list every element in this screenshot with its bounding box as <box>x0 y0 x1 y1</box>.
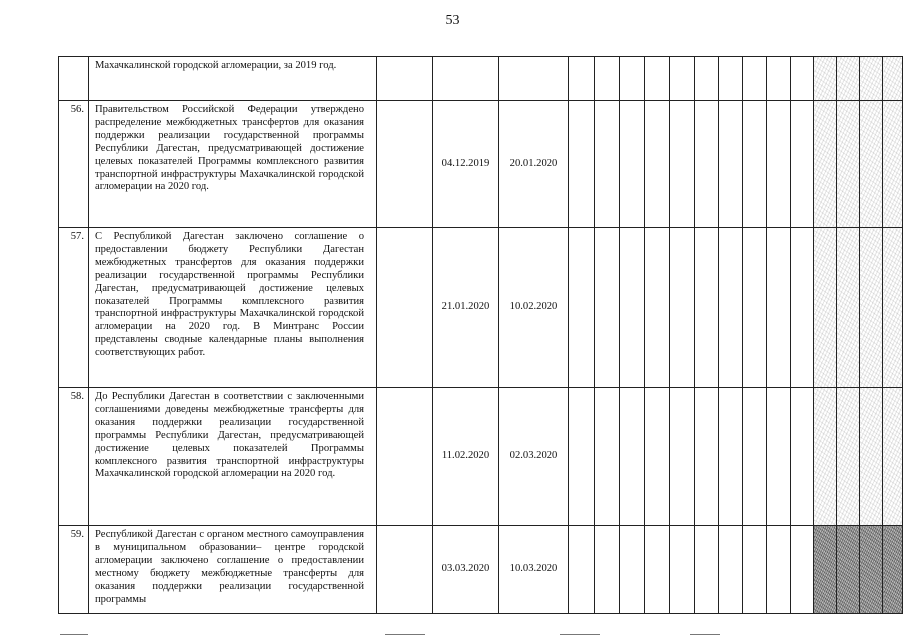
end-date: 10.02.2020 <box>499 228 569 388</box>
table-row <box>59 388 903 526</box>
end-date: 20.01.2020 <box>499 101 569 228</box>
shaded-cell <box>814 101 837 228</box>
row-number: 57. <box>59 228 89 388</box>
row-number <box>59 57 89 101</box>
table-row <box>59 526 903 614</box>
scan-bottom-edge <box>0 634 905 636</box>
start-date: 04.12.2019 <box>433 101 499 228</box>
end-date: 02.03.2020 <box>499 388 569 526</box>
table-row <box>59 101 903 228</box>
table-row <box>59 57 903 101</box>
shaded-cell <box>814 228 837 388</box>
shaded-cell <box>837 526 860 614</box>
row-description: С Республикой Дагестан заключено соглашение о предоставлении бюджету Республики Дагестан межбюджетных трансфертов для оказания поддержки реализации государственной программы Республики Дагестан, предусматривающей достижение целевых показателей Программы комплексного развития транспортной инфраструктуры Махачкалинской городской агломерации на 2020 год. В Минтранс России представлены сводные календарные планы выполнения соответствующих работ. <box>89 228 377 388</box>
shaded-cell <box>883 526 903 614</box>
shaded-cell <box>814 57 837 101</box>
page-number: 53 <box>445 13 460 28</box>
shaded-cell <box>837 388 860 526</box>
start-date: 21.01.2020 <box>433 228 499 388</box>
row-description: Правительством Российской Федерации утверждено распределение межбюджетных трансфертов для оказания поддержки реализации государственной программы Республики Дагестан, предусматривающей достижение целевых показателей Программы комплексного развития транспортной инфраструктуры Махачкалинской городской агломерации на 2020 год. <box>89 101 377 228</box>
row-description: Республикой Дагестан с органом местного самоуправления в муниципальном образовании– центре городской агломерации заключено соглашение о предоставлении местному бюджету межбюджетные трансферты для оказания поддержки реализации государственной программы <box>89 526 377 614</box>
shaded-cell <box>883 101 903 228</box>
end-date: 10.03.2020 <box>499 526 569 614</box>
shaded-cell <box>860 228 883 388</box>
shaded-cell <box>860 101 883 228</box>
shaded-cell <box>860 526 883 614</box>
end-date <box>499 57 569 101</box>
table-row <box>59 228 903 388</box>
start-date: 11.02.2020 <box>433 388 499 526</box>
shaded-cell <box>883 388 903 526</box>
start-date: 03.03.2020 <box>433 526 499 614</box>
row-description: Махачкалинской городской агломерации, за 2019 год. <box>89 57 377 101</box>
shaded-cell <box>837 57 860 101</box>
row-number: 56. <box>59 101 89 228</box>
shaded-cell <box>837 101 860 228</box>
row-number: 59. <box>59 526 89 614</box>
row-description: До Республики Дагестан в соответствии с заключенными соглашениями доведены межбюджетные трансферты для оказания поддержки реализации государственной программы Республики Дагестан, предусматривающей достижение целевых показателей Программы комплексного развития транспортной инфраструктуры Махачкалинской городской агломерации на 2020 год. <box>89 388 377 526</box>
row-number: 58. <box>59 388 89 526</box>
shaded-cell <box>814 526 837 614</box>
activity-table <box>58 56 903 614</box>
shaded-cell <box>837 228 860 388</box>
shaded-cell <box>814 388 837 526</box>
shaded-cell <box>860 57 883 101</box>
shaded-cell <box>883 228 903 388</box>
shaded-cell <box>860 388 883 526</box>
start-date <box>433 57 499 101</box>
shaded-cell <box>883 57 903 101</box>
